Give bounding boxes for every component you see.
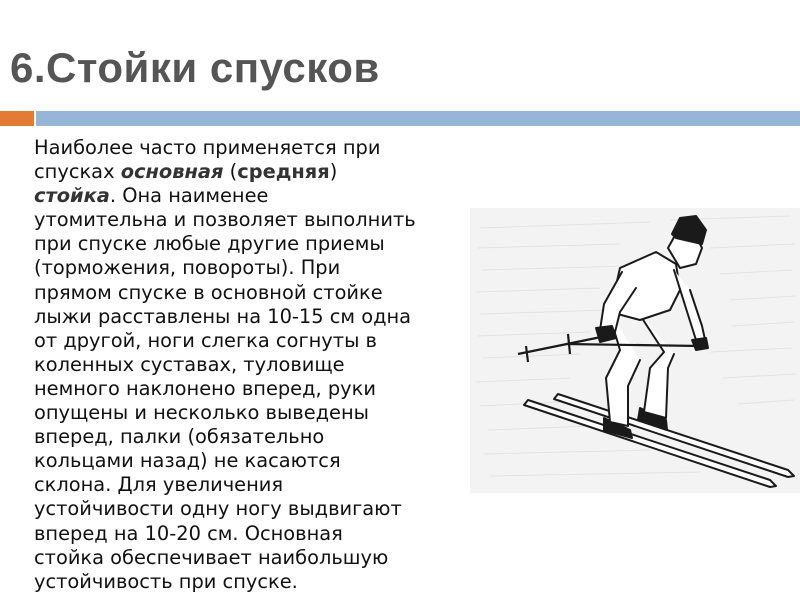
slide-title: 6.Стойки спусков [10,44,380,91]
hand-left [596,326,616,342]
text-line: лыжи расставлены на 10-15 см одна [34,304,412,328]
text-line: устойчивость при спуске. [34,569,298,593]
skier-icon [470,208,800,493]
text-line: стойка обеспечивает наибольшую [34,545,389,569]
text-line: немного наклонено вперед, руки [34,376,376,400]
text-line: вперед, палки (обязательно [34,425,325,449]
text-line: устойчивости одну ногу выдвигают [34,497,402,521]
text-line [34,160,472,184]
hand-right [692,338,708,350]
skier-illustration [470,208,800,493]
body-paragraph [34,136,472,594]
emphasis-text: основная [120,160,224,184]
text-line: при спуске любые другие приемы [34,232,385,256]
emphasis-text: стойка [34,184,110,208]
text-line: утомительна и позволяет выполнить [34,208,416,232]
text-line: склона. Для увеличения [34,473,284,497]
text-line: вперед на 10-20 см. Основная [34,521,343,545]
text-span: ) [329,160,338,184]
text-line: кольцами назад) не касаются [34,449,341,473]
text-span: спусках [34,160,121,184]
accent-bar-blue [36,111,800,126]
accent-bar-orange [0,111,34,126]
text-line [34,184,472,208]
text-span: . Она наименее [109,184,269,208]
text-line [34,136,472,160]
text-line: опущены и несколько выведены [34,401,369,425]
text-span: Наиболее часто применяется при [34,136,381,159]
bold-text: средняя [237,160,330,184]
text-line: (торможения, повороты). При [34,256,341,280]
text-span: ( [223,160,238,184]
text-line: прямом спуске в основной стойке [34,280,383,304]
text-line: коленных суставах, туловище [34,352,345,376]
text-line: от другой, ноги слегка согнуты в [34,328,377,352]
